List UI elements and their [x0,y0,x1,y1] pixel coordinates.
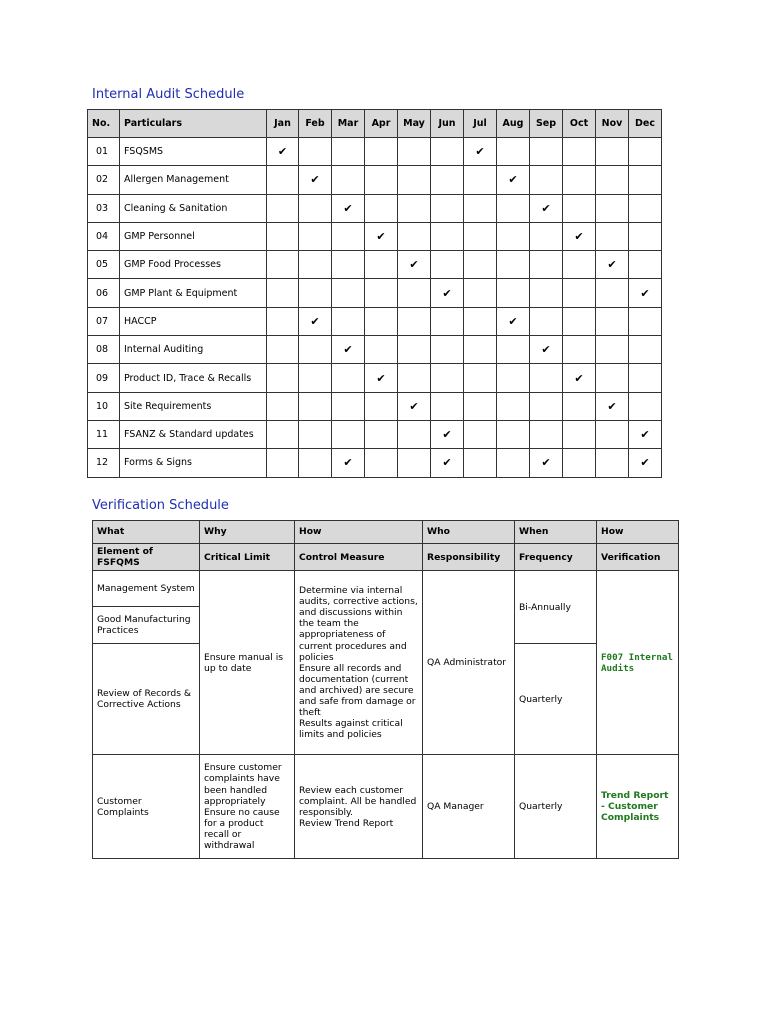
what-cell: Customer Complaints [93,755,200,859]
month-cell [464,307,497,335]
audit-row-number: 10 [88,392,120,420]
month-cell [530,364,563,392]
month-cell [431,279,464,307]
check-icon: ✔ [607,258,617,272]
table-row [88,222,662,250]
month-cell [530,279,563,307]
month-cell [464,364,497,392]
audit-row-particular: Forms & Signs [120,449,267,477]
month-cell [431,364,464,392]
who-cell: QA Manager [423,755,515,859]
month-cell [530,251,563,279]
table-row [88,364,662,392]
who-cell: QA Administrator [423,571,515,755]
month-cell [596,420,629,448]
month-cell [464,138,497,166]
what-cell: Review of Records & Corrective Actions [93,644,200,755]
why-cell [200,755,295,859]
month-cell [398,138,431,166]
audit-schedule-table [87,109,662,478]
month-cell [299,279,332,307]
how-text: Results against critical limits and policies [299,717,403,740]
month-cell [464,420,497,448]
month-cell [530,392,563,420]
month-cell [299,251,332,279]
check-icon: ✔ [508,173,518,187]
month-cell [398,307,431,335]
month-cell [332,194,365,222]
audit-column-header: Sep [530,110,563,138]
verification-schedule-title: Verification Schedule [92,498,229,513]
what-cell: Good Manufacturing Practices [93,607,200,644]
month-cell [299,449,332,477]
check-icon: ✔ [343,456,353,470]
month-cell [596,307,629,335]
check-icon: ✔ [541,343,551,357]
audit-column-header: Oct [563,110,596,138]
table-row [88,392,662,420]
check-icon: ✔ [310,314,320,328]
month-cell [464,251,497,279]
audit-row-particular: GMP Food Processes [120,251,267,279]
month-cell [267,279,299,307]
month-cell [497,194,530,222]
audit-column-header: Nov [596,110,629,138]
month-cell [332,336,365,364]
month-cell [629,449,662,477]
check-icon: ✔ [640,286,650,300]
month-cell [332,307,365,335]
month-cell [563,420,596,448]
month-cell [431,138,464,166]
month-cell [596,392,629,420]
month-cell [332,449,365,477]
month-cell [299,336,332,364]
month-cell [596,336,629,364]
month-cell [365,420,398,448]
check-icon: ✔ [640,428,650,442]
audit-column-header: Apr [365,110,398,138]
month-cell [497,138,530,166]
month-cell [530,138,563,166]
check-icon: ✔ [310,173,320,187]
table-row [88,138,662,166]
check-icon: ✔ [607,399,617,413]
month-cell [629,251,662,279]
month-cell [530,307,563,335]
how-text: Review Trend Report [299,817,394,829]
month-cell [299,194,332,222]
audit-column-header: Aug [497,110,530,138]
month-cell [267,251,299,279]
month-cell [563,364,596,392]
month-cell [299,392,332,420]
month-cell [629,222,662,250]
month-cell [267,222,299,250]
month-cell [431,307,464,335]
audit-column-header: Jan [267,110,299,138]
month-cell [365,336,398,364]
audit-row-number: 06 [88,279,120,307]
month-cell [299,364,332,392]
month-cell [398,420,431,448]
table-row [88,279,662,307]
check-icon: ✔ [376,230,386,244]
how-text: Review each customer complaint. All be handled responsibly. [299,784,417,818]
audit-row-particular: Internal Auditing [120,336,267,364]
audit-row-particular: Cleaning & Sanitation [120,194,267,222]
month-cell [398,222,431,250]
month-cell [629,336,662,364]
verification-cell: F007 Internal Audits [597,571,679,755]
header-how-verify: How [597,521,679,544]
check-icon: ✔ [574,230,584,244]
month-cell [332,222,365,250]
month-cell [267,166,299,194]
month-cell [464,166,497,194]
table-row [88,166,662,194]
month-cell [596,279,629,307]
month-cell [299,166,332,194]
subheader-control-measure: Control Measure [295,544,423,571]
audit-row-number: 07 [88,307,120,335]
month-cell [332,251,365,279]
subheader-element: Element of FSFQMS [93,544,200,571]
audit-row-particular: GMP Personnel [120,222,267,250]
when-cell: Bi-Annually [515,571,597,644]
check-icon: ✔ [574,371,584,385]
month-cell [464,222,497,250]
month-cell [563,251,596,279]
month-cell [299,138,332,166]
month-cell [629,307,662,335]
month-cell [299,222,332,250]
month-cell [629,420,662,448]
month-cell [267,336,299,364]
month-cell [497,420,530,448]
month-cell [530,194,563,222]
month-cell [365,166,398,194]
month-cell [563,449,596,477]
month-cell [563,279,596,307]
month-cell [629,364,662,392]
table-row [88,251,662,279]
month-cell [267,138,299,166]
check-icon: ✔ [541,201,551,215]
month-cell [596,138,629,166]
check-icon: ✔ [409,399,419,413]
audit-row-number: 11 [88,420,120,448]
check-icon: ✔ [640,456,650,470]
how-text: Determine via internal audits, corrective actions, and discussions within the team the appropriateness of current procedures and policies [299,585,418,663]
subheader-responsibility: Responsibility [423,544,515,571]
month-cell [563,222,596,250]
check-icon: ✔ [508,314,518,328]
audit-column-header: Particulars [120,110,267,138]
audit-row-number: 04 [88,222,120,250]
month-cell [332,364,365,392]
month-cell [267,420,299,448]
month-cell [497,279,530,307]
check-icon: ✔ [343,201,353,215]
audit-row-particular: Site Requirements [120,392,267,420]
month-cell [596,364,629,392]
audit-header-row [88,110,662,138]
month-cell [431,222,464,250]
verification-header-row [93,521,679,544]
month-cell [365,251,398,279]
month-cell [299,307,332,335]
month-cell [398,449,431,477]
table-row [93,755,679,859]
audit-row-particular: Product ID, Trace & Recalls [120,364,267,392]
month-cell [431,166,464,194]
month-cell [431,336,464,364]
month-cell [563,138,596,166]
month-cell [365,364,398,392]
subheader-critical-limit: Critical Limit [200,544,295,571]
audit-row-number: 08 [88,336,120,364]
month-cell [629,166,662,194]
month-cell [596,194,629,222]
month-cell [497,449,530,477]
month-cell [267,364,299,392]
month-cell [596,222,629,250]
audit-row-number: 05 [88,251,120,279]
month-cell [629,392,662,420]
audit-column-header: May [398,110,431,138]
month-cell [398,392,431,420]
month-cell [563,166,596,194]
month-cell [464,194,497,222]
month-cell [431,251,464,279]
month-cell [629,194,662,222]
how-cell [295,571,423,755]
when-cell: Quarterly [515,755,597,859]
audit-row-number: 01 [88,138,120,166]
month-cell [497,166,530,194]
month-cell [530,336,563,364]
check-icon: ✔ [541,456,551,470]
month-cell [530,222,563,250]
table-row [88,336,662,364]
audit-row-number: 09 [88,364,120,392]
table-row [88,307,662,335]
audit-row-particular: Allergen Management [120,166,267,194]
month-cell [497,336,530,364]
month-cell [332,279,365,307]
month-cell [563,392,596,420]
month-cell [464,336,497,364]
check-icon: ✔ [277,145,288,159]
month-cell [497,222,530,250]
audit-schedule-title: Internal Audit Schedule [92,87,245,102]
check-icon: ✔ [442,286,452,300]
audit-row-particular: HACCP [120,307,267,335]
month-cell [629,138,662,166]
month-cell [530,449,563,477]
month-cell [398,251,431,279]
month-cell [530,166,563,194]
month-cell [398,194,431,222]
month-cell [398,336,431,364]
month-cell [398,279,431,307]
month-cell [398,166,431,194]
header-when: When [515,521,597,544]
check-icon: ✔ [409,258,419,272]
month-cell [299,420,332,448]
check-icon: ✔ [376,371,386,385]
month-cell [332,138,365,166]
audit-column-header: Mar [332,110,365,138]
table-row [88,449,662,477]
audit-row-number: 03 [88,194,120,222]
what-cell: Management System [93,571,200,607]
month-cell [464,279,497,307]
audit-row-particular: GMP Plant & Equipment [120,279,267,307]
month-cell [530,420,563,448]
month-cell [365,392,398,420]
month-cell [563,307,596,335]
verification-subheader-row [93,544,679,571]
month-cell [365,138,398,166]
month-cell [332,166,365,194]
audit-column-header: Dec [629,110,662,138]
month-cell [365,449,398,477]
month-cell [596,251,629,279]
when-cell: Quarterly [515,644,597,755]
header-why: Why [200,521,295,544]
month-cell [332,420,365,448]
month-cell [497,392,530,420]
audit-row-number: 02 [88,166,120,194]
why-text: Ensure customer complaints have been handled appropriately [204,762,282,807]
audit-column-header: No. [88,110,120,138]
month-cell [365,307,398,335]
audit-row-particular: FSQSMS [120,138,267,166]
audit-column-header: Feb [299,110,332,138]
month-cell [431,194,464,222]
month-cell [398,364,431,392]
check-icon: ✔ [343,343,353,357]
table-row [88,420,662,448]
month-cell [431,449,464,477]
verification-schedule-table [92,520,679,859]
why-cell: Ensure manual is up to date [200,571,295,755]
check-icon: ✔ [442,456,452,470]
month-cell [563,194,596,222]
month-cell [431,420,464,448]
audit-column-header: Jul [464,110,497,138]
subheader-frequency: Frequency [515,544,597,571]
audit-row-number: 12 [88,449,120,477]
month-cell [464,449,497,477]
month-cell [365,222,398,250]
how-text: Ensure all records and documentation (current and archived) are secure and safe from damage or theft [299,662,416,718]
how-cell [295,755,423,859]
header-who: Who [423,521,515,544]
month-cell [267,449,299,477]
month-cell [596,449,629,477]
check-icon: ✔ [475,145,485,159]
month-cell [563,336,596,364]
subheader-verification: Verification [597,544,679,571]
month-cell [267,307,299,335]
month-cell [365,279,398,307]
audit-row-particular: FSANZ & Standard updates [120,420,267,448]
month-cell [497,364,530,392]
month-cell [497,251,530,279]
month-cell [365,194,398,222]
table-row [88,194,662,222]
month-cell [332,392,365,420]
verification-cell: Trend Report - Customer Complaints [597,755,679,859]
month-cell [497,307,530,335]
month-cell [596,166,629,194]
header-what: What [93,521,200,544]
table-row [93,571,679,607]
month-cell [629,279,662,307]
month-cell [464,392,497,420]
check-icon: ✔ [442,428,452,442]
month-cell [431,392,464,420]
audit-column-header: Jun [431,110,464,138]
month-cell [267,194,299,222]
header-how: How [295,521,423,544]
why-text: Ensure no cause for a product recall or withdrawal [204,806,280,851]
month-cell [267,392,299,420]
